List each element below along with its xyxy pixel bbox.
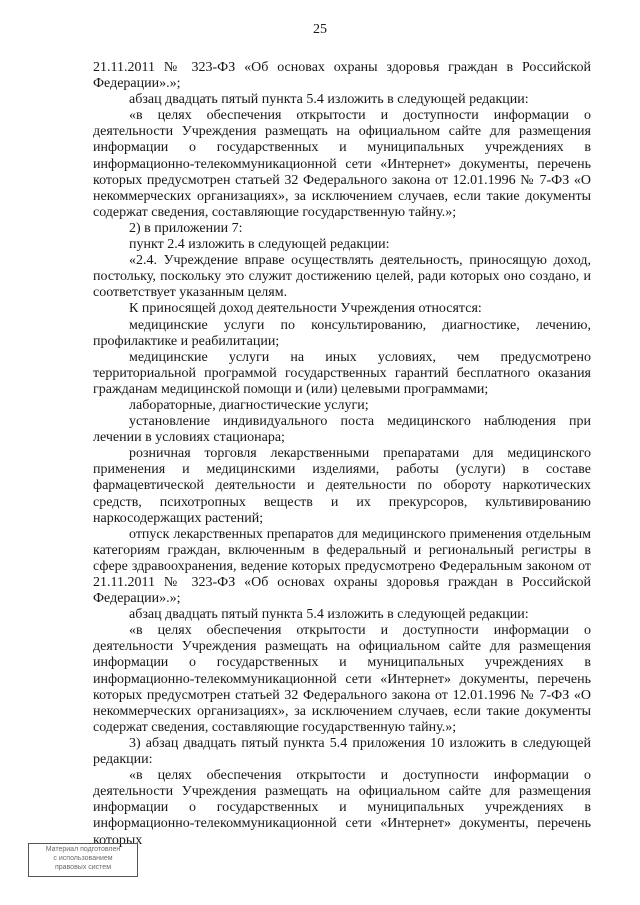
paragraph: 2) в приложении 7: [129, 220, 243, 236]
paragraph: пункт 2.4 изложить в следующей редакции: [129, 237, 390, 253]
paragraph: К приносящей доход деятельности Учреждения относятся: [129, 301, 482, 317]
document-body [93, 60, 591, 849]
stamp-line: правовых систем [54, 864, 112, 871]
paragraph: розничная торговля лекарственными препаратами для медицинского применения и медицинскими изделиями, работы (услуги) в составе фармацевтической деятельности и деятельности по обороту наркотических средств, психотропных веществ и их прекурсоров, культивированию наркосодержащих растений; [93, 446, 591, 526]
paragraph: 3) абзац двадцать пятый пункта 5.4 приложения 10 изложить в следующей редакции: [93, 735, 591, 768]
page-number: 25 [313, 22, 327, 37]
paragraph: отпуск лекарственных препаратов для медицинского применения отдельным категориям граждан, включенным в федеральный и региональный регистры в сфере здравоохранения, ведение которых предусмотрено Федеральным законом от 21.11.2011 № 323-ФЗ «Об основах охраны здоровья граждан в Российской Федерации».»; [93, 526, 591, 607]
paragraph: абзац двадцать пятый пункта 5.4 изложить в следующей редакции: [129, 607, 529, 623]
paragraph: медицинские услуги по консультированию, диагностике, лечению, профилактике и реабилитации; [93, 317, 591, 349]
paragraph: медицинские услуги на иных условиях, чем предусмотрено территориальной программой государственных гарантий бесплатного оказания гражданам медицинской помощи и (или) целевыми программами; [93, 349, 591, 397]
paragraph: «в целях обеспечения открытости и доступности информации о деятельности Учреждения размещать на официальном сайте для размещения информации о государственных и муниципальных учреждениях в информационно-телекоммуникационной сети «Интернет» документы, перечень которых предусмотрен статьей 32 Федерального закона от 12.01.1996 № 7-ФЗ «О некоммерческих организациях», за исключением случаев, если такие документы содержат сведения, составляющие государственную тайну.»; [93, 623, 591, 735]
stamp-line: Материал подготовлен [45, 846, 121, 853]
paragraph: лабораторные, диагностические услуги; [129, 397, 369, 413]
paragraph: установление индивидуального поста медицинского наблюдения при лечении в условиях стационара; [93, 414, 591, 446]
paragraph: 21.11.2011 № 323-ФЗ «Об основах охраны здоровья граждан в Российской Федерации».»; [93, 60, 591, 92]
paragraph: «2.4. Учреждение вправе осуществлять деятельность, приносящую доход, постольку, поскольку это служит достижению целей, ради которых оно создано, и соответствует указанным целям. [93, 253, 591, 301]
stamp-line: с использованием [53, 855, 113, 862]
paragraph: абзац двадцать пятый пункта 5.4 изложить в следующей редакции: [129, 92, 529, 108]
watermark-stamp [28, 843, 138, 877]
paragraph: «в целях обеспечения открытости и доступности информации о деятельности Учреждения размещать на официальном сайте для размещения информации о государственных и муниципальных учреждениях в информационно-телекоммуникационной сети «Интернет» документы, перечень которых [93, 768, 591, 848]
paragraph: «в целях обеспечения открытости и доступности информации о деятельности Учреждения размещать на официальном сайте для размещения информации о государственных и муниципальных учреждениях в информационно-телекоммуникационной сети «Интернет» документы, перечень которых предусмотрен статьей 32 Федерального закона от 12.01.1996 № 7-ФЗ «О некоммерческих организациях», за исключением случаев, если такие документы содержат сведения, составляющие государственную тайну.»; [93, 108, 591, 220]
